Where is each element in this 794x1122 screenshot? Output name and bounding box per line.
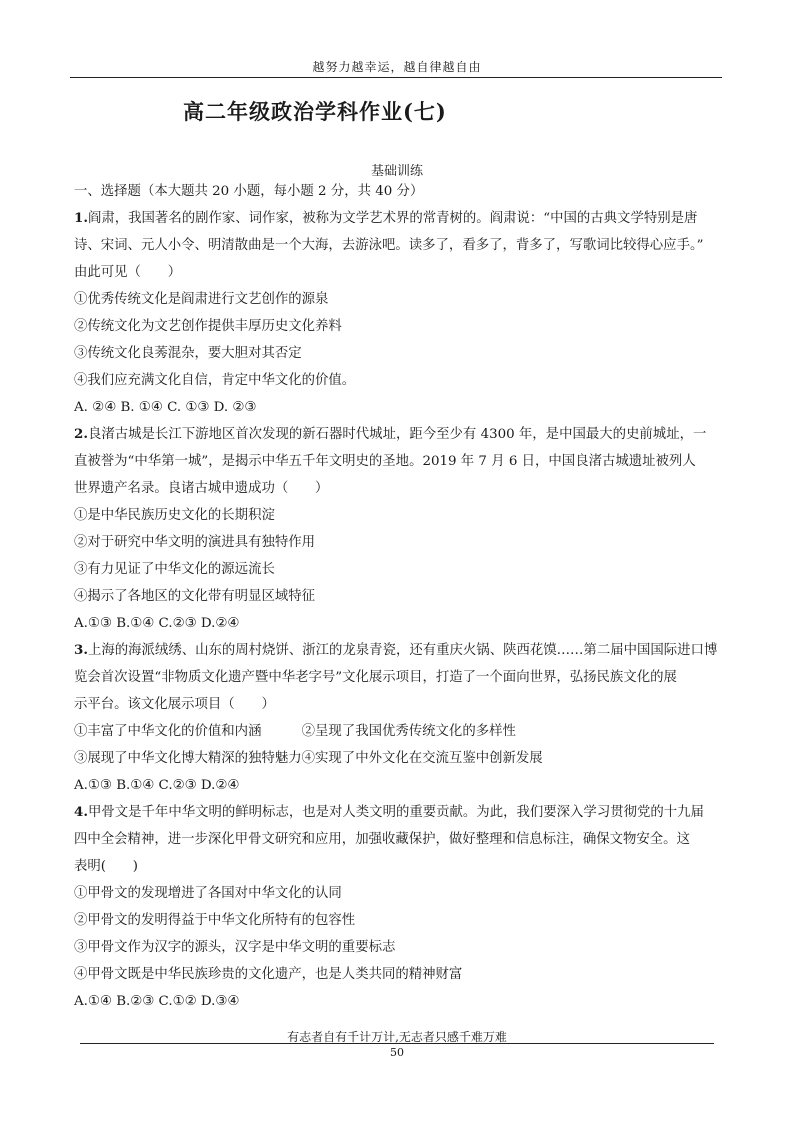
header-divider xyxy=(70,77,722,78)
section-heading: 基础训练 xyxy=(370,164,423,179)
question-stem-line: 世界遗产名录。良诸古城申遗成功（ ） xyxy=(74,481,329,496)
question-number: 2. xyxy=(74,426,88,442)
question-stem-line: 表明( ) xyxy=(74,859,139,874)
statement: ③传统文化良莠混杂，要大胆对其否定 xyxy=(74,346,302,361)
question-stem-line: 览会首次设置“非物质文化遗产暨中华老字号”文化展示项目，打造了一个面向世界，弘扬民族文化的展 xyxy=(74,670,677,685)
question-content xyxy=(74,178,722,1015)
answer-options: A.①④ B.②③ C.①② D.③④ xyxy=(74,994,240,1009)
question-3 xyxy=(74,637,722,799)
question-stem-line: 直被誉为“中华第一城”，是揭示中华五千年文明史的圣地。2019 年 7 月 6 日，中国良渚古城遗址被列人 xyxy=(74,454,696,469)
statement: ①甲骨文的发现增进了各国对中华文化的认同 xyxy=(74,886,342,901)
question-2 xyxy=(74,421,722,637)
statement: ②甲骨文的发明得益于中华文化所特有的包容性 xyxy=(74,913,356,928)
statement: ①是中华民族历史文化的长期积淀 xyxy=(74,508,275,523)
question-number: 4. xyxy=(74,804,88,820)
question-1 xyxy=(74,205,722,421)
page-number: 50 xyxy=(390,1046,404,1059)
statement: ④揭示了各地区的文化带有明显区域特征 xyxy=(74,589,316,604)
answer-options: A. ②④ B. ①④ C. ①③ D. ②③ xyxy=(74,400,257,415)
statement: ②对于研究中华文明的演进具有独特作用 xyxy=(74,535,316,550)
statement: ③展现了中华文化博大精深的独特魅力④实现了中外文化在交流互鉴中创新发展 xyxy=(74,751,543,766)
question-number: 3. xyxy=(74,642,88,658)
question-stem-line: 由此可见（ ） xyxy=(74,265,182,280)
statement: ①优秀传统文化是阎肃进行文艺创作的源泉 xyxy=(74,292,329,307)
question-stem-line: 4.甲骨文是千年中华文明的鲜明标志，也是对人类文明的重要贡献。为此，我们要深入学习贯彻党的十九届 xyxy=(74,804,704,820)
header-motto: 越努力越幸运，越自律越自由 xyxy=(312,60,482,74)
question-stem-line: 四中全会精神，进一步深化甲骨文研究和应用，加强收藏保护，做好整理和信息标注，确保文物安全。这 xyxy=(74,832,690,847)
question-number: 1. xyxy=(74,210,88,226)
question-stem-line: 2.良渚古城是长江下游地区首次发现的新石器时代城址，距今至少有 4300 年，是中国最大的史前城址，一 xyxy=(74,426,707,442)
page-title: 高二年级政治学科作业(七) xyxy=(183,99,447,124)
answer-options: A.①③ B.①④ C.②③ D.②④ xyxy=(74,616,240,631)
question-stem-line: 示平台。该文化展示项目（ ） xyxy=(74,697,275,712)
question-stem-line: 3.上海的海派绒绣、山东的周村烧饼、浙江的龙泉青瓷，还有重庆火锅、陕西花馍……第二届中国国际进口博 xyxy=(74,642,718,658)
footer-motto: 有志者自有千计万计,无志者只感千难万难 xyxy=(287,1030,507,1044)
footer-divider xyxy=(80,1043,714,1044)
statement: ③甲骨文作为汉字的源头，汉字是中华文明的重要标志 xyxy=(74,940,396,955)
statement: ③有力见证了中华文化的源远流长 xyxy=(74,562,275,577)
question-stem-line: 1.阎肃，我国著名的剧作家、词作家，被称为文学艺术界的常青树的。阎肃说：“中国的古典文学特别是唐 xyxy=(74,210,698,226)
question-4 xyxy=(74,799,722,1015)
statement: ②传统文化为文艺创作提供丰厚历史文化养料 xyxy=(74,319,342,334)
statement: ①丰富了中华文化的价值和内涵 ②呈现了我国优秀传统文化的多样性 xyxy=(74,724,516,739)
answer-options: A.①③ B.①④ C.②③ D.②④ xyxy=(74,778,240,793)
statement: ④甲骨文既是中华民族珍贵的文化遗产，也是人类共同的精神财富 xyxy=(74,967,463,982)
question-stem-line: 诗、宋词、元人小令、明清散曲是一个大海，去游泳吧。读多了，看多了，背多了，写歌词比较得心应手。” xyxy=(74,238,704,253)
part-heading: 一、选择题（本大题共 20 小题，每小题 2 分，共 40 分） xyxy=(74,184,424,199)
statement: ④我们应充满文化自信，肯定中华文化的价值。 xyxy=(74,373,356,388)
